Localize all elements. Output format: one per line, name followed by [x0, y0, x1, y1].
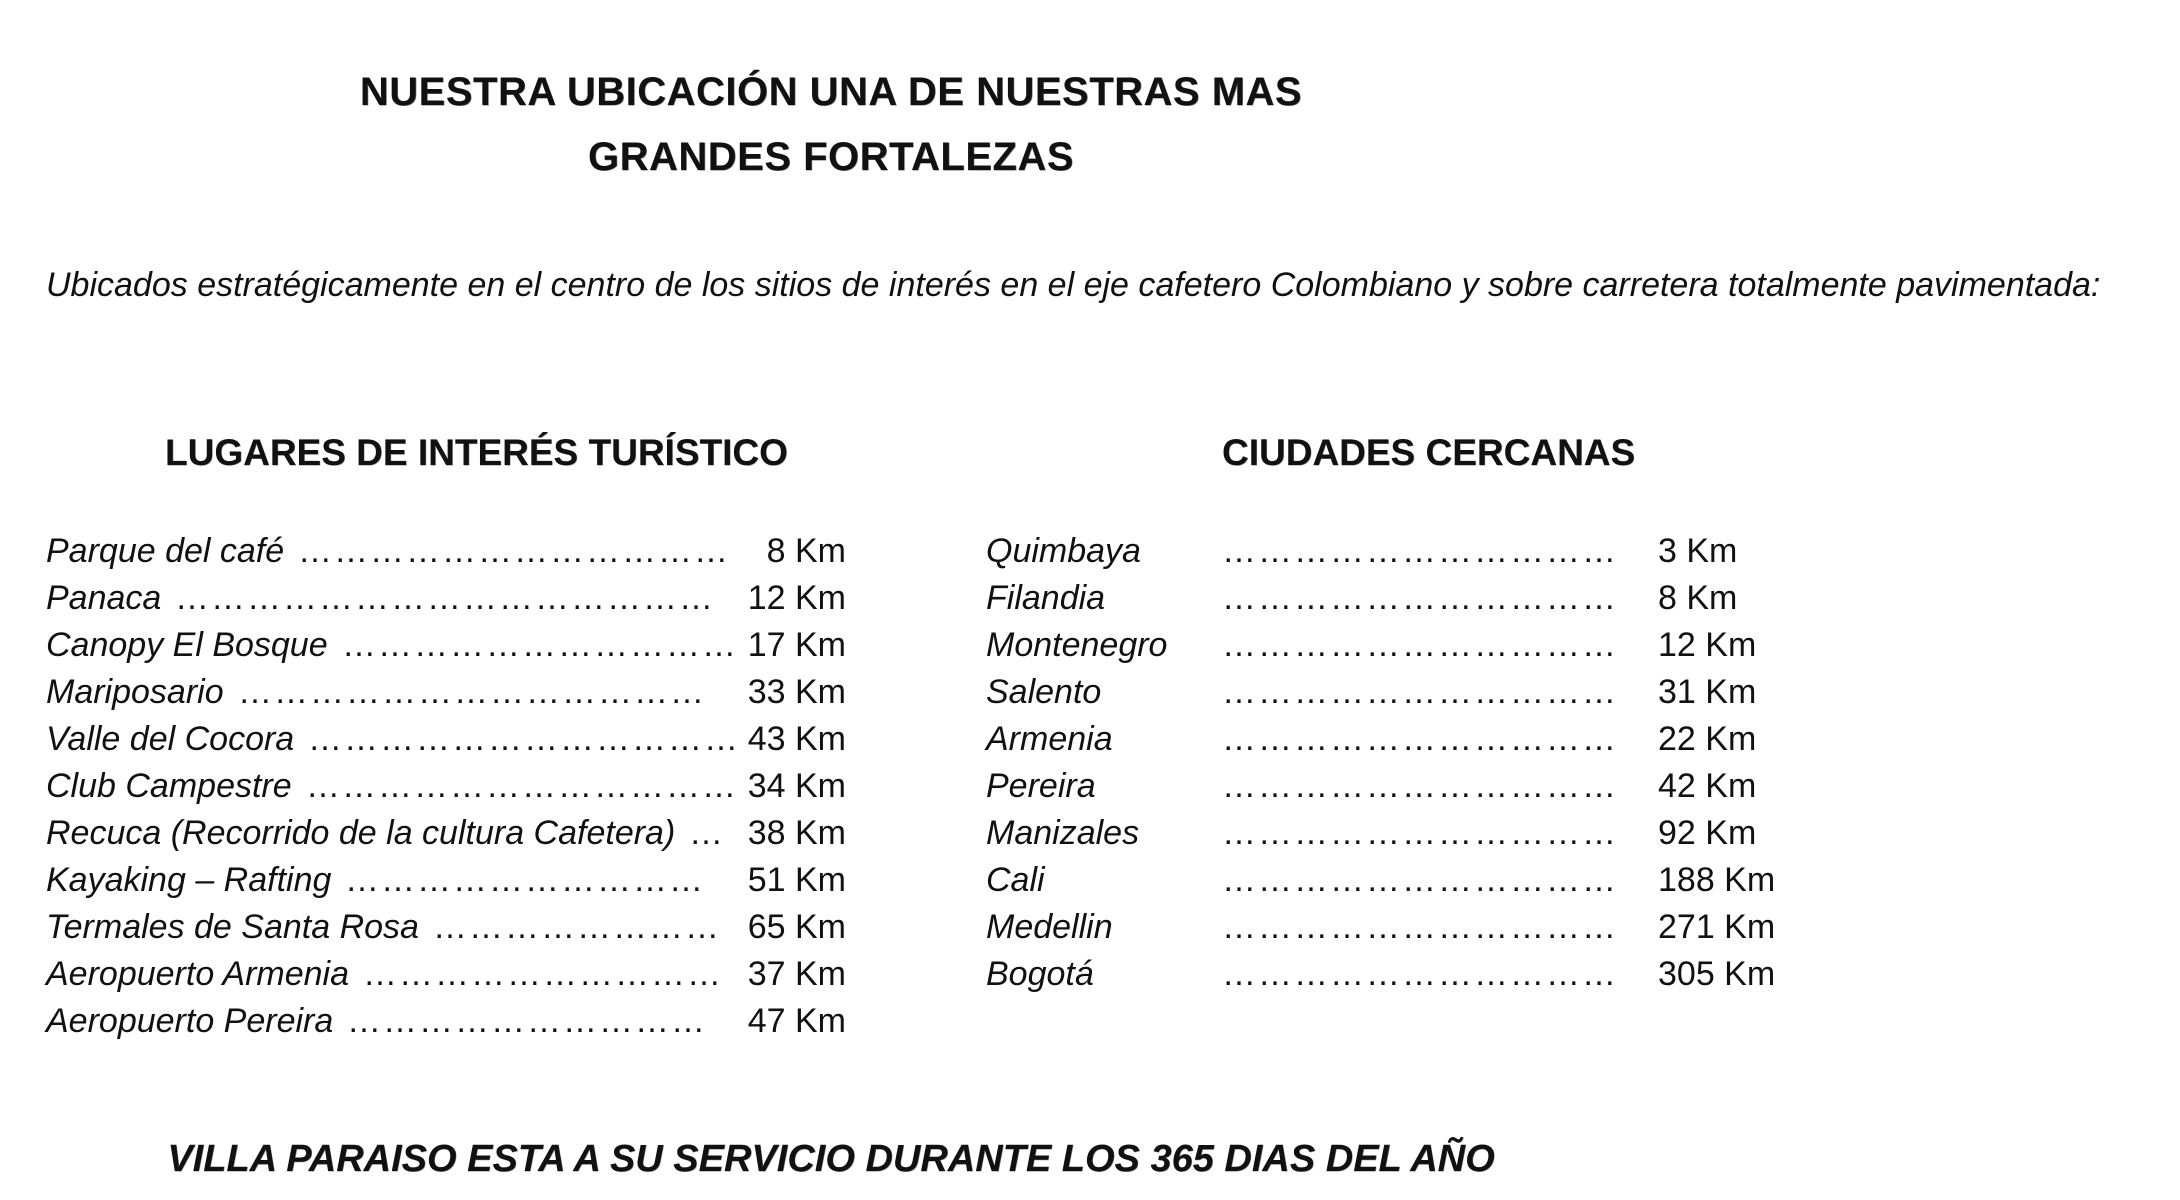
place-distance: 43 Km: [747, 720, 846, 758]
place-distance: 38 Km: [747, 814, 846, 852]
dot-leader: …………………………: [347, 1002, 707, 1040]
list-item: [986, 904, 1786, 951]
dot-leader: ……………………………: [1222, 955, 1618, 993]
dot-leader: ………………………………: [306, 767, 738, 805]
dot-leader: …………………………: [345, 861, 705, 899]
city-name: Filandia: [986, 579, 1106, 617]
place-distance: 34 Km: [747, 767, 846, 805]
city-distance: 305 Km: [1658, 955, 1776, 993]
list-item: [46, 575, 846, 622]
dot-leader: ………………………………: [308, 720, 740, 758]
list-item: [46, 622, 846, 669]
dot-leader: ……………………: [433, 908, 721, 946]
dot-leader: ……………………………: [1222, 814, 1618, 852]
intro-paragraph: Ubicados estratégicamente en el centro de los sitios de interés en el eje cafetero Colombiano y sobre carretera totalmente pavimentada:: [46, 266, 2101, 304]
list-item: [46, 528, 846, 575]
city-distance: 3 Km: [1658, 532, 1738, 570]
place-name: Recuca (Recorrido de la cultura Cafetera): [46, 814, 676, 852]
list-item: [986, 857, 1786, 904]
nearby-cities-heading: CIUDADES CERCANAS: [1222, 432, 1636, 473]
dot-leader: ………………………………: [298, 532, 730, 570]
place-name: Mariposario: [46, 673, 224, 711]
city-name: Cali: [986, 861, 1045, 899]
place-distance: 8 Km: [766, 532, 846, 570]
city-distance: 31 Km: [1658, 673, 1757, 711]
place-name: Club Campestre: [46, 767, 292, 805]
list-item: [986, 810, 1786, 857]
dot-leader: ………………………………………: [175, 579, 715, 617]
list-item: [986, 716, 1786, 763]
list-item: [46, 998, 846, 1045]
city-name: Montenegro: [986, 626, 1168, 664]
page-title-line-1: NUESTRA UBICACIÓN UNA DE NUESTRAS MAS: [359, 70, 1303, 114]
city-name: Bogotá: [986, 955, 1094, 993]
place-name: Termales de Santa Rosa: [46, 908, 419, 946]
dot-leader: ……………………………: [1222, 767, 1618, 805]
place-distance: 33 Km: [747, 673, 846, 711]
dot-leader: ……………………………: [1222, 908, 1618, 946]
city-distance: 188 Km: [1658, 861, 1776, 899]
page-title-line-2: GRANDES FORTALEZAS: [587, 135, 1075, 179]
place-distance: 47 Km: [747, 1002, 846, 1040]
dot-leader: …: [689, 814, 725, 852]
place-name: Parque del café: [46, 532, 285, 570]
place-distance: 17 Km: [747, 626, 846, 664]
list-item: [46, 669, 846, 716]
list-item: [46, 857, 846, 904]
dot-leader: ……………………………: [1222, 720, 1618, 758]
city-name: Salento: [986, 673, 1102, 711]
place-distance: 65 Km: [747, 908, 846, 946]
dot-leader: ……………………………: [1222, 532, 1618, 570]
list-item: [46, 904, 846, 951]
city-name: Armenia: [986, 720, 1113, 758]
list-item: [46, 810, 846, 857]
dot-leader: ……………………………: [342, 626, 738, 664]
list-item: [46, 763, 846, 810]
dot-leader: ……………………………: [1222, 626, 1618, 664]
place-name: Aeropuerto Armenia: [46, 955, 350, 993]
footer-slogan: VILLA PARAISO ESTA A SU SERVICIO DURANTE LOS 365 DIAS DEL AÑO: [167, 1138, 1495, 1180]
city-name: Pereira: [986, 767, 1096, 805]
city-distance: 271 Km: [1658, 908, 1776, 946]
tourist-places-list: [46, 528, 846, 1045]
list-item: [46, 951, 846, 998]
dot-leader: ……………………………: [1222, 579, 1618, 617]
tourist-places-heading: LUGARES DE INTERÉS TURÍSTICO: [165, 432, 788, 473]
list-item: [986, 575, 1786, 622]
list-item: [46, 716, 846, 763]
dot-leader: …………………………………: [238, 673, 706, 711]
city-distance: 22 Km: [1658, 720, 1757, 758]
place-name: Panaca: [46, 579, 162, 617]
city-distance: 42 Km: [1658, 767, 1757, 805]
place-distance: 51 Km: [747, 861, 846, 899]
dot-leader: ……………………………: [1222, 673, 1618, 711]
dot-leader: ……………………………: [1222, 861, 1618, 899]
city-distance: 92 Km: [1658, 814, 1757, 852]
city-name: Medellin: [986, 908, 1113, 946]
list-item: [986, 669, 1786, 716]
city-name: Quimbaya: [986, 532, 1141, 570]
place-name: Kayaking – Rafting: [46, 861, 332, 899]
nearby-cities-list: [986, 528, 1786, 998]
place-distance: 37 Km: [747, 955, 846, 993]
list-item: [986, 622, 1786, 669]
list-item: [986, 763, 1786, 810]
place-name: Valle del Cocora: [46, 720, 295, 758]
city-distance: 12 Km: [1658, 626, 1757, 664]
city-name: Manizales: [986, 814, 1140, 852]
place-name: Aeropuerto Pereira: [46, 1002, 334, 1040]
dot-leader: …………………………: [363, 955, 723, 993]
place-distance: 12 Km: [747, 579, 846, 617]
place-name: Canopy El Bosque: [46, 626, 328, 664]
list-item: [986, 528, 1786, 575]
list-item: [986, 951, 1786, 998]
city-distance: 8 Km: [1658, 579, 1738, 617]
